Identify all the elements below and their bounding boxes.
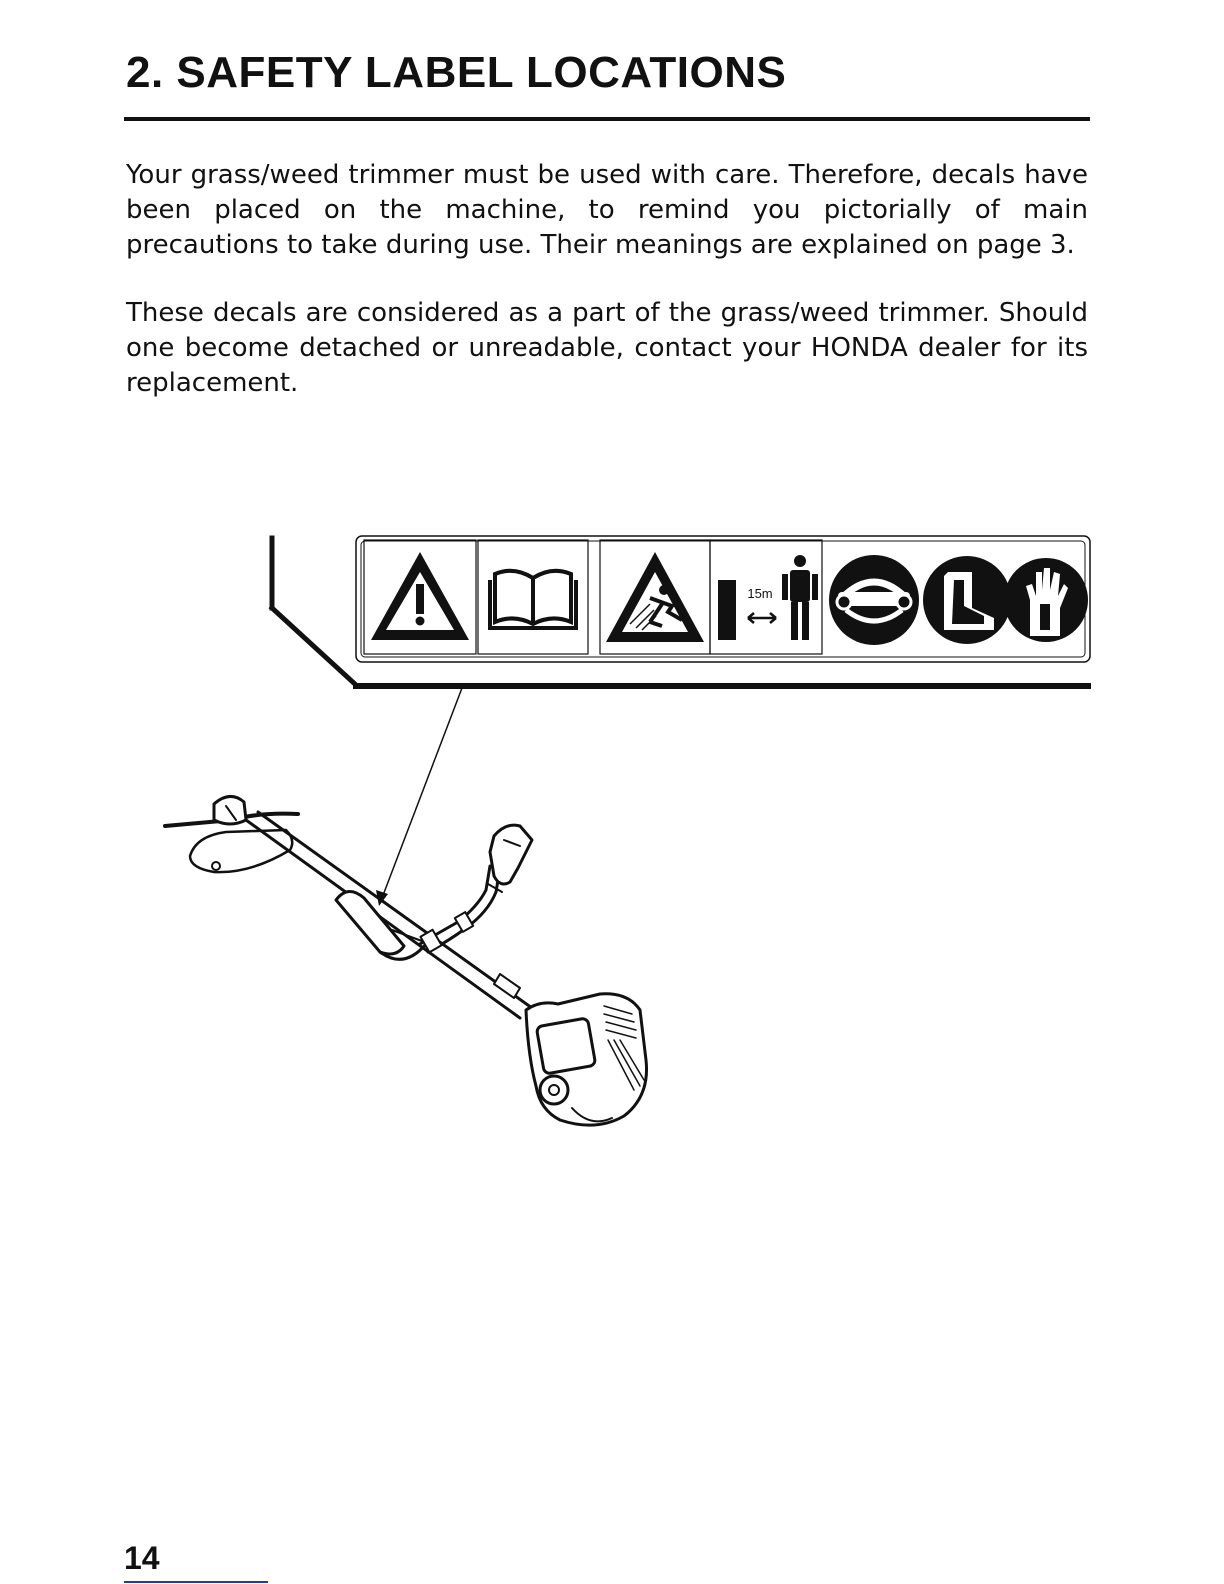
page-number-underline [124, 1581, 268, 1583]
trimmer-illustration [165, 796, 647, 1125]
page-title: 2. SAFETY LABEL LOCATIONS [126, 48, 787, 97]
leader-arrow [376, 688, 462, 906]
safety-label-illustration [0, 520, 1224, 1160]
boots-icon [923, 556, 1011, 644]
throttle-grip [488, 825, 532, 892]
page-number: 14 [124, 1540, 160, 1576]
gloves-icon [1004, 558, 1088, 642]
helmet-face-ear-protection-icon [829, 555, 919, 645]
distance-label: 15m [747, 586, 773, 601]
title-underline [124, 117, 1090, 121]
cutting-head [190, 796, 292, 872]
replacement-paragraph: These decals are considered as a part of the grass/weed trimmer. Should one become detached or unreadable, contact your HONDA dealer for its replacement. [126, 298, 1088, 398]
handlebar [420, 866, 500, 952]
safety-decal [356, 536, 1090, 662]
intro-paragraph: Your grass/weed trimmer must be used with care. Therefore, decals have been placed on the machine, to remind you pictorially of main precautions to take during use. Their meanings are explained on page 3. [126, 160, 1088, 260]
